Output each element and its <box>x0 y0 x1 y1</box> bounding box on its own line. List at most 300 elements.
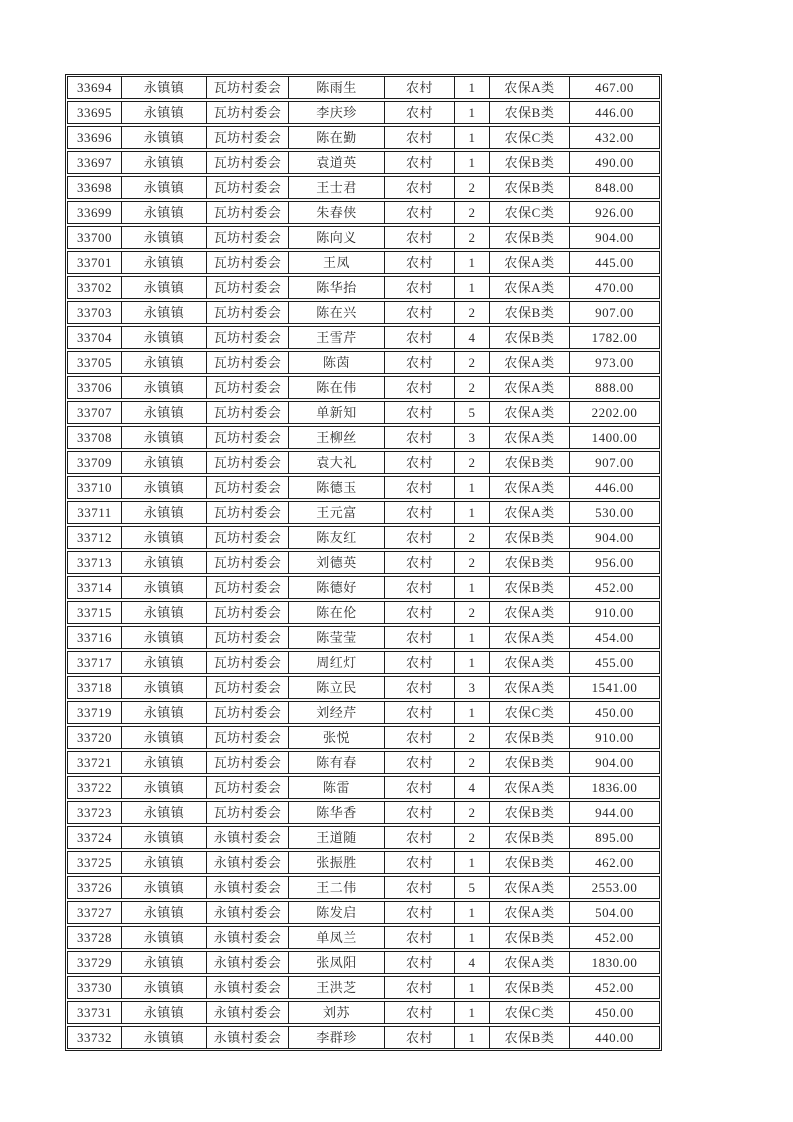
cell-person-count: 5 <box>455 402 490 423</box>
cell-village-committee: 瓦坊村委会 <box>207 202 289 223</box>
cell-amount: 944.00 <box>595 805 634 820</box>
cell-person-count: 1 <box>455 277 490 298</box>
cell-insurance-category: 农保B类 <box>490 727 570 748</box>
cell-amount: 907.00 <box>595 305 634 320</box>
cell-village-committee: 永镇村委会 <box>207 1002 289 1023</box>
cell-town: 永镇镇 <box>122 252 207 273</box>
cell-person-count: 1 <box>455 577 490 598</box>
cell-residence-type: 农村 <box>385 177 455 198</box>
cell-town: 永镇镇 <box>122 402 207 423</box>
cell-person-count: 4 <box>455 952 490 973</box>
cell-insurance-category: 农保B类 <box>490 927 570 948</box>
table-row <box>67 601 660 624</box>
cell-town: 永镇镇 <box>122 127 207 148</box>
cell-serial-number: 33707 <box>68 402 122 423</box>
cell-residence-type: 农村 <box>385 102 455 123</box>
cell-residence-type: 农村 <box>385 702 455 723</box>
cell-amount: 455.00 <box>595 655 634 670</box>
cell-serial-number: 33722 <box>68 777 122 798</box>
cell-residence-type: 农村 <box>385 852 455 873</box>
cell-person-name: 王洪芝 <box>289 977 385 998</box>
cell-person-name: 李庆珍 <box>289 102 385 123</box>
cell-insurance-category: 农保B类 <box>490 827 570 848</box>
cell-person-name: 刘德英 <box>289 552 385 573</box>
cell-amount: 895.00 <box>595 830 634 845</box>
cell-village-committee: 瓦坊村委会 <box>207 77 289 98</box>
cell-serial-number: 33727 <box>68 902 122 923</box>
cell-village-committee: 瓦坊村委会 <box>207 102 289 123</box>
cell-serial-number: 33720 <box>68 727 122 748</box>
cell-person-name: 王雪芹 <box>289 327 385 348</box>
cell-serial-number: 33701 <box>68 252 122 273</box>
cell-person-name: 陈莹莹 <box>289 627 385 648</box>
cell-amount: 454.00 <box>595 630 634 645</box>
table-row <box>67 201 660 224</box>
cell-person-name: 陈在兴 <box>289 302 385 323</box>
cell-village-committee: 永镇村委会 <box>207 977 289 998</box>
table-row <box>67 1026 660 1049</box>
cell-person-name: 袁道英 <box>289 152 385 173</box>
cell-person-name: 陈华抬 <box>289 277 385 298</box>
cell-serial-number: 33713 <box>68 552 122 573</box>
cell-town: 永镇镇 <box>122 377 207 398</box>
cell-residence-type: 农村 <box>385 802 455 823</box>
cell-person-count: 2 <box>455 227 490 248</box>
cell-person-count: 1 <box>455 477 490 498</box>
cell-insurance-category: 农保B类 <box>490 177 570 198</box>
cell-village-committee: 瓦坊村委会 <box>207 652 289 673</box>
cell-amount: 530.00 <box>595 505 634 520</box>
cell-person-count: 1 <box>455 627 490 648</box>
cell-town: 永镇镇 <box>122 527 207 548</box>
cell-person-name: 陈华香 <box>289 802 385 823</box>
cell-village-committee: 瓦坊村委会 <box>207 152 289 173</box>
cell-residence-type: 农村 <box>385 1027 455 1048</box>
cell-insurance-category: 农保B类 <box>490 152 570 173</box>
cell-town: 永镇镇 <box>122 952 207 973</box>
cell-insurance-category: 农保B类 <box>490 227 570 248</box>
cell-residence-type: 农村 <box>385 927 455 948</box>
cell-person-name: 张悦 <box>289 727 385 748</box>
cell-serial-number: 33729 <box>68 952 122 973</box>
cell-residence-type: 农村 <box>385 277 455 298</box>
cell-person-count: 4 <box>455 327 490 348</box>
cell-amount: 446.00 <box>595 105 634 120</box>
cell-insurance-category: 农保B类 <box>490 527 570 548</box>
cell-residence-type: 农村 <box>385 827 455 848</box>
cell-serial-number: 33731 <box>68 1002 122 1023</box>
cell-amount: 1830.00 <box>591 955 638 970</box>
cell-village-committee: 永镇村委会 <box>207 1027 289 1048</box>
cell-village-committee: 永镇村委会 <box>207 877 289 898</box>
cell-town: 永镇镇 <box>122 77 207 98</box>
cell-person-count: 1 <box>455 1027 490 1048</box>
cell-village-committee: 瓦坊村委会 <box>207 177 289 198</box>
table-row <box>67 76 660 99</box>
cell-insurance-category: 农保B类 <box>490 302 570 323</box>
cell-residence-type: 农村 <box>385 377 455 398</box>
cell-town: 永镇镇 <box>122 902 207 923</box>
table-row <box>67 801 660 824</box>
cell-serial-number: 33712 <box>68 527 122 548</box>
cell-amount: 904.00 <box>595 755 634 770</box>
cell-person-count: 4 <box>455 777 490 798</box>
cell-person-count: 2 <box>455 377 490 398</box>
cell-town: 永镇镇 <box>122 852 207 873</box>
cell-village-committee: 瓦坊村委会 <box>207 802 289 823</box>
table-row <box>67 276 660 299</box>
cell-insurance-category: 农保A类 <box>490 77 570 98</box>
table-row <box>67 451 660 474</box>
cell-person-count: 1 <box>455 852 490 873</box>
cell-town: 永镇镇 <box>122 502 207 523</box>
table-row <box>67 1001 660 1024</box>
cell-person-name: 张凤阳 <box>289 952 385 973</box>
cell-serial-number: 33700 <box>68 227 122 248</box>
cell-village-committee: 瓦坊村委会 <box>207 127 289 148</box>
cell-village-committee: 瓦坊村委会 <box>207 402 289 423</box>
cell-person-name: 王士君 <box>289 177 385 198</box>
table-row <box>67 101 660 124</box>
cell-amount: 1836.00 <box>591 780 638 795</box>
table-row <box>67 126 660 149</box>
cell-person-count: 1 <box>455 977 490 998</box>
cell-amount: 462.00 <box>595 855 634 870</box>
cell-town: 永镇镇 <box>122 1002 207 1023</box>
cell-amount: 1541.00 <box>591 680 638 695</box>
table-row <box>67 726 660 749</box>
cell-person-name: 单新知 <box>289 402 385 423</box>
cell-amount: 504.00 <box>595 905 634 920</box>
cell-person-name: 陈在伟 <box>289 377 385 398</box>
cell-insurance-category: 农保A类 <box>490 677 570 698</box>
table-row <box>67 376 660 399</box>
cell-insurance-category: 农保A类 <box>490 902 570 923</box>
table-row <box>67 326 660 349</box>
cell-village-committee: 瓦坊村委会 <box>207 752 289 773</box>
cell-serial-number: 33702 <box>68 277 122 298</box>
cell-village-committee: 瓦坊村委会 <box>207 352 289 373</box>
cell-insurance-category: 农保C类 <box>490 127 570 148</box>
cell-village-committee: 瓦坊村委会 <box>207 377 289 398</box>
cell-person-name: 陈雷 <box>289 777 385 798</box>
cell-serial-number: 33709 <box>68 452 122 473</box>
cell-insurance-category: 农保A类 <box>490 602 570 623</box>
cell-town: 永镇镇 <box>122 352 207 373</box>
cell-amount: 910.00 <box>595 605 634 620</box>
cell-town: 永镇镇 <box>122 152 207 173</box>
cell-town: 永镇镇 <box>122 102 207 123</box>
cell-person-count: 1 <box>455 252 490 273</box>
cell-residence-type: 农村 <box>385 977 455 998</box>
cell-village-committee: 永镇村委会 <box>207 902 289 923</box>
table-row <box>67 851 660 874</box>
cell-village-committee: 瓦坊村委会 <box>207 527 289 548</box>
cell-residence-type: 农村 <box>385 627 455 648</box>
cell-insurance-category: 农保A类 <box>490 352 570 373</box>
cell-amount: 446.00 <box>595 480 634 495</box>
cell-village-committee: 永镇村委会 <box>207 952 289 973</box>
cell-amount: 888.00 <box>595 380 634 395</box>
cell-residence-type: 农村 <box>385 777 455 798</box>
cell-town: 永镇镇 <box>122 652 207 673</box>
cell-insurance-category: 农保C类 <box>490 1002 570 1023</box>
cell-person-count: 2 <box>455 302 490 323</box>
cell-residence-type: 农村 <box>385 127 455 148</box>
table-row <box>67 401 660 424</box>
table-row <box>67 426 660 449</box>
insurance-roster-table <box>65 74 662 1051</box>
cell-village-committee: 瓦坊村委会 <box>207 602 289 623</box>
cell-person-name: 刘经芹 <box>289 702 385 723</box>
cell-insurance-category: 农保A类 <box>490 627 570 648</box>
cell-person-name: 陈德玉 <box>289 477 385 498</box>
cell-insurance-category: 农保B类 <box>490 577 570 598</box>
cell-person-name: 王凤 <box>289 252 385 273</box>
cell-person-name: 陈德好 <box>289 577 385 598</box>
cell-insurance-category: 农保A类 <box>490 377 570 398</box>
cell-serial-number: 33714 <box>68 577 122 598</box>
table-row <box>67 626 660 649</box>
table-row <box>67 651 660 674</box>
cell-village-committee: 瓦坊村委会 <box>207 702 289 723</box>
cell-person-name: 陈立民 <box>289 677 385 698</box>
cell-person-name: 陈有春 <box>289 752 385 773</box>
cell-residence-type: 农村 <box>385 427 455 448</box>
table-row <box>67 151 660 174</box>
table-row <box>67 226 660 249</box>
table-row <box>67 476 660 499</box>
cell-person-count: 1 <box>455 927 490 948</box>
cell-town: 永镇镇 <box>122 327 207 348</box>
cell-village-committee: 永镇村委会 <box>207 927 289 948</box>
cell-person-count: 1 <box>455 702 490 723</box>
cell-village-committee: 永镇村委会 <box>207 827 289 848</box>
cell-amount: 452.00 <box>595 980 634 995</box>
cell-village-committee: 瓦坊村委会 <box>207 252 289 273</box>
cell-person-name: 单凤兰 <box>289 927 385 948</box>
cell-residence-type: 农村 <box>385 152 455 173</box>
cell-amount: 490.00 <box>595 155 634 170</box>
cell-town: 永镇镇 <box>122 827 207 848</box>
cell-amount: 956.00 <box>595 555 634 570</box>
table-row <box>67 501 660 524</box>
cell-serial-number: 33716 <box>68 627 122 648</box>
cell-town: 永镇镇 <box>122 452 207 473</box>
cell-village-committee: 瓦坊村委会 <box>207 427 289 448</box>
cell-residence-type: 农村 <box>385 677 455 698</box>
cell-serial-number: 33697 <box>68 152 122 173</box>
cell-residence-type: 农村 <box>385 902 455 923</box>
cell-town: 永镇镇 <box>122 877 207 898</box>
cell-person-count: 2 <box>455 202 490 223</box>
cell-insurance-category: 农保A类 <box>490 252 570 273</box>
cell-insurance-category: 农保A类 <box>490 877 570 898</box>
cell-residence-type: 农村 <box>385 1002 455 1023</box>
cell-insurance-category: 农保B类 <box>490 1027 570 1048</box>
cell-person-count: 3 <box>455 677 490 698</box>
cell-residence-type: 农村 <box>385 227 455 248</box>
cell-person-name: 朱春侠 <box>289 202 385 223</box>
cell-residence-type: 农村 <box>385 552 455 573</box>
cell-amount: 2553.00 <box>591 880 638 895</box>
cell-village-committee: 瓦坊村委会 <box>207 327 289 348</box>
cell-town: 永镇镇 <box>122 202 207 223</box>
cell-residence-type: 农村 <box>385 302 455 323</box>
cell-town: 永镇镇 <box>122 702 207 723</box>
cell-residence-type: 农村 <box>385 452 455 473</box>
cell-person-count: 2 <box>455 527 490 548</box>
cell-residence-type: 农村 <box>385 252 455 273</box>
cell-town: 永镇镇 <box>122 427 207 448</box>
cell-insurance-category: 农保A类 <box>490 652 570 673</box>
cell-residence-type: 农村 <box>385 502 455 523</box>
cell-serial-number: 33732 <box>68 1027 122 1048</box>
cell-person-name: 王道随 <box>289 827 385 848</box>
cell-serial-number: 33711 <box>68 502 122 523</box>
cell-serial-number: 33699 <box>68 202 122 223</box>
table-row <box>67 751 660 774</box>
table-row <box>67 526 660 549</box>
table-row <box>67 976 660 999</box>
cell-town: 永镇镇 <box>122 627 207 648</box>
cell-amount: 904.00 <box>595 230 634 245</box>
table-row <box>67 901 660 924</box>
cell-insurance-category: 农保B类 <box>490 752 570 773</box>
cell-serial-number: 33715 <box>68 602 122 623</box>
cell-person-count: 2 <box>455 177 490 198</box>
cell-amount: 452.00 <box>595 930 634 945</box>
cell-village-committee: 瓦坊村委会 <box>207 777 289 798</box>
cell-village-committee: 瓦坊村委会 <box>207 677 289 698</box>
cell-insurance-category: 农保B类 <box>490 452 570 473</box>
cell-village-committee: 瓦坊村委会 <box>207 727 289 748</box>
cell-insurance-category: 农保C类 <box>490 202 570 223</box>
cell-person-count: 1 <box>455 102 490 123</box>
cell-village-committee: 瓦坊村委会 <box>207 477 289 498</box>
cell-amount: 450.00 <box>595 1005 634 1020</box>
cell-person-count: 2 <box>455 602 490 623</box>
cell-village-committee: 永镇村委会 <box>207 852 289 873</box>
cell-insurance-category: 农保B类 <box>490 327 570 348</box>
cell-person-count: 2 <box>455 752 490 773</box>
cell-person-count: 2 <box>455 452 490 473</box>
table-row <box>67 876 660 899</box>
cell-town: 永镇镇 <box>122 227 207 248</box>
cell-village-committee: 瓦坊村委会 <box>207 227 289 248</box>
cell-person-name: 陈在伦 <box>289 602 385 623</box>
cell-insurance-category: 农保A类 <box>490 277 570 298</box>
cell-town: 永镇镇 <box>122 752 207 773</box>
cell-insurance-category: 农保A类 <box>490 502 570 523</box>
cell-person-name: 张振胜 <box>289 852 385 873</box>
cell-person-count: 2 <box>455 727 490 748</box>
cell-serial-number: 33710 <box>68 477 122 498</box>
cell-town: 永镇镇 <box>122 802 207 823</box>
cell-residence-type: 农村 <box>385 577 455 598</box>
cell-serial-number: 33718 <box>68 677 122 698</box>
cell-amount: 470.00 <box>595 280 634 295</box>
cell-town: 永镇镇 <box>122 177 207 198</box>
cell-residence-type: 农村 <box>385 352 455 373</box>
table-row <box>67 351 660 374</box>
cell-town: 永镇镇 <box>122 577 207 598</box>
cell-amount: 907.00 <box>595 455 634 470</box>
cell-serial-number: 33695 <box>68 102 122 123</box>
cell-amount: 452.00 <box>595 580 634 595</box>
table-row <box>67 551 660 574</box>
cell-person-name: 陈友红 <box>289 527 385 548</box>
cell-person-count: 3 <box>455 427 490 448</box>
cell-amount: 910.00 <box>595 730 634 745</box>
cell-residence-type: 农村 <box>385 327 455 348</box>
cell-person-count: 1 <box>455 902 490 923</box>
table-row <box>67 701 660 724</box>
cell-insurance-category: 农保B类 <box>490 102 570 123</box>
cell-serial-number: 33730 <box>68 977 122 998</box>
cell-insurance-category: 农保A类 <box>490 477 570 498</box>
cell-insurance-category: 农保B类 <box>490 552 570 573</box>
table-row <box>67 176 660 199</box>
cell-residence-type: 农村 <box>385 77 455 98</box>
cell-person-count: 5 <box>455 877 490 898</box>
cell-serial-number: 33725 <box>68 852 122 873</box>
cell-town: 永镇镇 <box>122 977 207 998</box>
cell-person-name: 刘苏 <box>289 1002 385 1023</box>
cell-person-count: 1 <box>455 1002 490 1023</box>
cell-person-count: 2 <box>455 827 490 848</box>
cell-amount: 440.00 <box>595 1030 634 1045</box>
cell-residence-type: 农村 <box>385 602 455 623</box>
cell-amount: 467.00 <box>595 80 634 95</box>
cell-amount: 1400.00 <box>591 430 638 445</box>
cell-person-count: 2 <box>455 352 490 373</box>
cell-serial-number: 33704 <box>68 327 122 348</box>
cell-person-name: 陈向义 <box>289 227 385 248</box>
cell-serial-number: 33724 <box>68 827 122 848</box>
cell-residence-type: 农村 <box>385 877 455 898</box>
cell-serial-number: 33706 <box>68 377 122 398</box>
table-row <box>67 676 660 699</box>
cell-serial-number: 33728 <box>68 927 122 948</box>
cell-serial-number: 33719 <box>68 702 122 723</box>
cell-village-committee: 瓦坊村委会 <box>207 627 289 648</box>
cell-person-name: 陈雨生 <box>289 77 385 98</box>
cell-town: 永镇镇 <box>122 302 207 323</box>
cell-amount: 432.00 <box>595 130 634 145</box>
cell-serial-number: 33721 <box>68 752 122 773</box>
cell-town: 永镇镇 <box>122 602 207 623</box>
table-row <box>67 251 660 274</box>
cell-town: 永镇镇 <box>122 677 207 698</box>
table-row <box>67 926 660 949</box>
cell-person-count: 1 <box>455 652 490 673</box>
cell-serial-number: 33708 <box>68 427 122 448</box>
cell-person-count: 1 <box>455 77 490 98</box>
cell-serial-number: 33698 <box>68 177 122 198</box>
cell-person-name: 陈发启 <box>289 902 385 923</box>
cell-amount: 848.00 <box>595 180 634 195</box>
cell-residence-type: 农村 <box>385 652 455 673</box>
cell-village-committee: 瓦坊村委会 <box>207 452 289 473</box>
cell-village-committee: 瓦坊村委会 <box>207 552 289 573</box>
cell-residence-type: 农村 <box>385 952 455 973</box>
cell-residence-type: 农村 <box>385 727 455 748</box>
cell-insurance-category: 农保B类 <box>490 802 570 823</box>
cell-person-name: 王二伟 <box>289 877 385 898</box>
cell-amount: 973.00 <box>595 355 634 370</box>
cell-amount: 2202.00 <box>591 405 638 420</box>
